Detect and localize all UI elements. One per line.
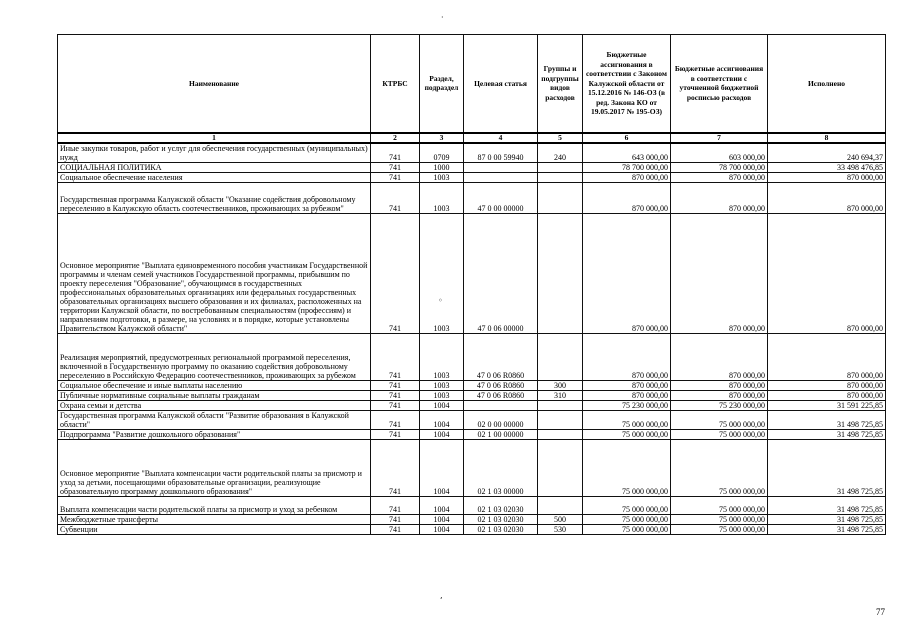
row-name: Государственная программа Калужской области "Развитие образования в Калужской области" xyxy=(58,411,371,430)
row-ktrbs: 741 xyxy=(371,411,420,430)
row-ktrbs: 741 xyxy=(371,440,420,497)
row-executed-amount: 31 498 725,85 xyxy=(768,411,886,430)
row-executed-amount: 870 000,00 xyxy=(768,334,886,381)
row-group xyxy=(538,497,583,515)
row-group xyxy=(538,214,583,334)
row-name: Реализация мероприятий, предусмотренных региональной программой переселения, включенной в Государственную программу по оказанию содействия добровольному переселению в Российскую Федерацию соотечественников, проживающих за рубежом xyxy=(58,334,371,381)
row-group: 530 xyxy=(538,525,583,535)
row-law-amount: 870 000,00 xyxy=(583,334,671,381)
row-target: 87 0 00 59940 xyxy=(464,143,538,163)
table-row xyxy=(58,173,886,183)
row-budget-amount: 870 000,00 xyxy=(671,381,768,391)
row-section: 1000 xyxy=(420,163,464,173)
row-section: 1003 xyxy=(420,381,464,391)
table-row xyxy=(58,430,886,440)
row-budget-amount: 75 230 000,00 xyxy=(671,401,768,411)
table-row xyxy=(58,411,886,430)
row-law-amount: 870 000,00 xyxy=(583,173,671,183)
row-executed-amount: 870 000,00 xyxy=(768,214,886,334)
row-budget-amount: 75 000 000,00 xyxy=(671,411,768,430)
table-row xyxy=(58,401,886,411)
column-number: 7 xyxy=(671,133,768,143)
header-executed: Исполнено xyxy=(768,35,886,133)
row-group xyxy=(538,334,583,381)
row-law-amount: 870 000,00 xyxy=(583,391,671,401)
row-section: 1004 xyxy=(420,515,464,525)
row-group xyxy=(538,183,583,214)
row-section: 1004 xyxy=(420,401,464,411)
table-row xyxy=(58,497,886,515)
row-target: 02 1 03 00000 xyxy=(464,440,538,497)
row-executed-amount: 31 498 725,85 xyxy=(768,525,886,535)
row-law-amount: 75 000 000,00 xyxy=(583,525,671,535)
row-budget-amount: 870 000,00 xyxy=(671,214,768,334)
scan-speck: ◦ xyxy=(438,296,443,305)
row-ktrbs: 741 xyxy=(371,214,420,334)
row-ktrbs: 741 xyxy=(371,183,420,214)
row-law-amount: 643 000,00 xyxy=(583,143,671,163)
column-number: 8 xyxy=(768,133,886,143)
row-budget-amount: 870 000,00 xyxy=(671,183,768,214)
row-target: 02 1 03 02030 xyxy=(464,515,538,525)
row-budget-amount: 870 000,00 xyxy=(671,334,768,381)
row-executed-amount: 31 498 725,85 xyxy=(768,430,886,440)
table-row xyxy=(58,334,886,381)
row-name: Социальное обеспечение и иные выплаты населению xyxy=(58,381,371,391)
row-target xyxy=(464,401,538,411)
row-name: Государственная программа Калужской области "Оказание содействия добровольному переселению в Калужскую область соотечественников, проживающих за рубежом" xyxy=(58,183,371,214)
row-law-amount: 870 000,00 xyxy=(583,183,671,214)
row-ktrbs: 741 xyxy=(371,515,420,525)
row-group xyxy=(538,430,583,440)
row-ktrbs: 741 xyxy=(371,401,420,411)
row-section: 1003 xyxy=(420,183,464,214)
row-name: Межбюджетные трансферты xyxy=(58,515,371,525)
row-name: Основное мероприятие "Выплата единовременного пособия участникам Государственной программы и членам семей участников Государственной программы, прибывшим по проекту переселения "Образование", обучающимся в государственных профессиональных образовательных организациях или федеральных государственных образовательных организациях высшего образования и их филиалах, расположенных на территории Калужской области, по востребованным специальностям (профессиям) и направлениям подготовки, в размере, на условиях и в порядке, которые установлены Правительством Калужской области" xyxy=(58,214,371,334)
header-law: Бюджетные ассигнования в соответствии с Законом Калужской области от 15.12.2016 № 146-ОЗ (в ред. Закона КО от 19.05.2017 № 195-ОЗ) xyxy=(583,35,671,133)
column-number: 1 xyxy=(58,133,371,143)
table-row xyxy=(58,214,886,334)
row-name: Основное мероприятие "Выплата компенсации части родительской платы за присмотр и уход за детьми, посещающими образовательные организации, реализующие образовательную программу дошкольного образования" xyxy=(58,440,371,497)
row-executed-amount: 870 000,00 xyxy=(768,183,886,214)
row-law-amount: 75 000 000,00 xyxy=(583,440,671,497)
row-group: 500 xyxy=(538,515,583,525)
row-target: 47 0 06 R0860 xyxy=(464,334,538,381)
row-group: 310 xyxy=(538,391,583,401)
row-budget-amount: 603 000,00 xyxy=(671,143,768,163)
row-name: СОЦИАЛЬНАЯ ПОЛИТИКА xyxy=(58,163,371,173)
scan-speck: , xyxy=(440,591,443,600)
header-target: Целевая статья xyxy=(464,35,538,133)
row-law-amount: 75 000 000,00 xyxy=(583,430,671,440)
row-budget-amount: 75 000 000,00 xyxy=(671,525,768,535)
row-ktrbs: 741 xyxy=(371,497,420,515)
column-number: 2 xyxy=(371,133,420,143)
row-name: Социальное обеспечение населения xyxy=(58,173,371,183)
row-executed-amount: 870 000,00 xyxy=(768,173,886,183)
row-section: 1004 xyxy=(420,440,464,497)
row-ktrbs: 741 xyxy=(371,143,420,163)
table-row xyxy=(58,143,886,163)
row-executed-amount: 31 498 725,85 xyxy=(768,440,886,497)
row-budget-amount: 75 000 000,00 xyxy=(671,440,768,497)
row-ktrbs: 741 xyxy=(371,430,420,440)
row-executed-amount: 31 498 725,85 xyxy=(768,497,886,515)
row-ktrbs: 741 xyxy=(371,381,420,391)
column-number-row xyxy=(58,133,886,143)
row-law-amount: 75 000 000,00 xyxy=(583,497,671,515)
budget-table xyxy=(57,34,886,535)
row-executed-amount: 870 000,00 xyxy=(768,391,886,401)
table-row xyxy=(58,381,886,391)
table-row xyxy=(58,391,886,401)
row-target: 47 0 06 R0860 xyxy=(464,391,538,401)
row-section: 0709 xyxy=(420,143,464,163)
row-target: 02 1 00 00000 xyxy=(464,430,538,440)
header-row xyxy=(58,35,886,133)
row-budget-amount: 75 000 000,00 xyxy=(671,515,768,525)
row-budget-amount: 75 000 000,00 xyxy=(671,497,768,515)
row-law-amount: 75 000 000,00 xyxy=(583,411,671,430)
row-name: Иные закупки товаров, работ и услуг для обеспечения государственных (муниципальных) нужд xyxy=(58,143,371,163)
header-budget: Бюджетные ассигнования в соответствии с уточненной бюджетной росписью расходов xyxy=(671,35,768,133)
row-target xyxy=(464,163,538,173)
row-section: 1003 xyxy=(420,391,464,401)
row-group xyxy=(538,163,583,173)
row-budget-amount: 870 000,00 xyxy=(671,391,768,401)
column-number: 6 xyxy=(583,133,671,143)
row-group: 240 xyxy=(538,143,583,163)
row-group xyxy=(538,401,583,411)
scan-speck: · xyxy=(441,13,444,22)
header-section: Раздел, подраздел xyxy=(420,35,464,133)
row-law-amount: 78 700 000,00 xyxy=(583,163,671,173)
row-section: 1003 xyxy=(420,214,464,334)
row-executed-amount: 33 498 476,85 xyxy=(768,163,886,173)
row-ktrbs: 741 xyxy=(371,525,420,535)
table-row xyxy=(58,183,886,214)
row-budget-amount: 78 700 000,00 xyxy=(671,163,768,173)
row-name: Субвенции xyxy=(58,525,371,535)
column-number: 3 xyxy=(420,133,464,143)
header-group: Группы и подгруппы видов расходов xyxy=(538,35,583,133)
row-section: 1004 xyxy=(420,411,464,430)
row-group xyxy=(538,173,583,183)
table-row xyxy=(58,515,886,525)
row-name: Публичные нормативные социальные выплаты гражданам xyxy=(58,391,371,401)
row-executed-amount: 31 498 725,85 xyxy=(768,515,886,525)
row-budget-amount: 75 000 000,00 xyxy=(671,430,768,440)
row-target: 47 0 06 00000 xyxy=(464,214,538,334)
row-section: 1004 xyxy=(420,497,464,515)
row-ktrbs: 741 xyxy=(371,173,420,183)
row-target: 02 0 00 00000 xyxy=(464,411,538,430)
header-name: Наименование xyxy=(58,35,371,133)
row-name: Выплата компенсации части родительской платы за присмотр и уход за ребенком xyxy=(58,497,371,515)
row-name: Охрана семьи и детства xyxy=(58,401,371,411)
row-group xyxy=(538,411,583,430)
page-number: 77 xyxy=(876,607,885,617)
table-row xyxy=(58,163,886,173)
row-target: 02 1 03 02030 xyxy=(464,525,538,535)
row-section: 1004 xyxy=(420,430,464,440)
row-executed-amount: 870 000,00 xyxy=(768,381,886,391)
row-executed-amount: 240 694,37 xyxy=(768,143,886,163)
table-row xyxy=(58,440,886,497)
table-row xyxy=(58,525,886,535)
row-section: 1003 xyxy=(420,334,464,381)
row-ktrbs: 741 xyxy=(371,334,420,381)
row-target: 02 1 03 02030 xyxy=(464,497,538,515)
row-target: 47 0 00 00000 xyxy=(464,183,538,214)
row-target xyxy=(464,173,538,183)
row-law-amount: 870 000,00 xyxy=(583,214,671,334)
table-body xyxy=(58,143,886,535)
row-ktrbs: 741 xyxy=(371,163,420,173)
row-law-amount: 75 000 000,00 xyxy=(583,515,671,525)
row-ktrbs: 741 xyxy=(371,391,420,401)
row-group xyxy=(538,440,583,497)
column-number: 4 xyxy=(464,133,538,143)
row-law-amount: 870 000,00 xyxy=(583,381,671,391)
row-law-amount: 75 230 000,00 xyxy=(583,401,671,411)
row-target: 47 0 06 R0860 xyxy=(464,381,538,391)
column-number: 5 xyxy=(538,133,583,143)
row-executed-amount: 31 591 225,85 xyxy=(768,401,886,411)
header-ktrbs: КТРБС xyxy=(371,35,420,133)
row-group: 300 xyxy=(538,381,583,391)
row-section: 1004 xyxy=(420,525,464,535)
row-budget-amount: 870 000,00 xyxy=(671,173,768,183)
row-name: Подпрограмма "Развитие дошкольного образования" xyxy=(58,430,371,440)
row-section: 1003 xyxy=(420,173,464,183)
